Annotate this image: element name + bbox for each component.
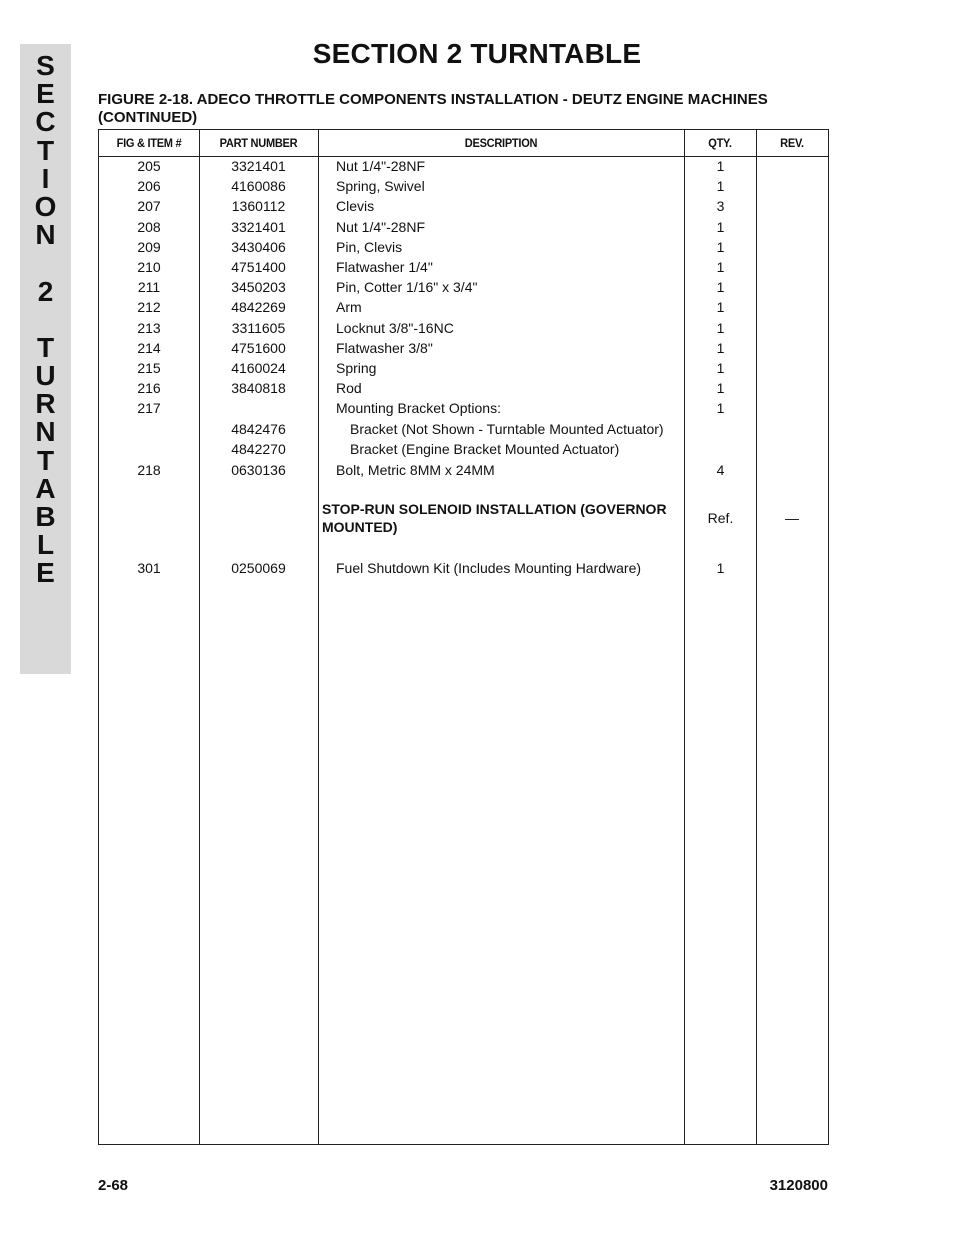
quantity: 3 (716, 198, 725, 215)
section-heading: STOP-RUN SOLENOID INSTALLATION (GOVERNOR MOUNTED) (322, 501, 667, 535)
quantity: 1 (716, 380, 725, 397)
part-number: 4842476 (231, 420, 286, 437)
side-tab-letters (20, 52, 71, 588)
revision: — (785, 510, 799, 526)
description: Spring, Swivel (336, 178, 425, 195)
quantity: 1 (716, 238, 725, 255)
side-tab-letter: B (35, 501, 56, 532)
quantity: 1 (716, 158, 725, 174)
side-tab-letter: S (36, 50, 55, 81)
description: Pin, Clevis (336, 238, 403, 255)
part-number: 3321401 (231, 218, 286, 235)
side-tab-letter: C (35, 106, 56, 138)
part-number: 0630136 (231, 461, 286, 478)
quantity: 1 (716, 218, 725, 235)
item-number: 218 (137, 461, 161, 478)
side-tab-letter: A (35, 472, 56, 504)
quantity: 1 (716, 360, 725, 376)
side-tab-letter: 2 (37, 275, 54, 307)
description: Clevis (336, 198, 375, 215)
item-number: 208 (137, 218, 161, 235)
part-number: 4751400 (231, 259, 286, 275)
description: Nut 1/4"-28NF (336, 218, 426, 235)
quantity: 1 (716, 560, 725, 576)
part-number: 3321401 (231, 158, 286, 174)
description: Flatwasher 1/4" (336, 259, 433, 275)
quantity: 1 (716, 178, 725, 195)
header-fig-item: FIG & ITEM # (116, 136, 182, 150)
quantity: Ref. (707, 510, 734, 526)
item-number: 212 (137, 299, 161, 316)
part-number: 3430406 (231, 238, 286, 255)
side-tab-letter: N (35, 219, 56, 251)
document-number: 3120800 (769, 1177, 828, 1194)
part-number: 4751600 (231, 339, 286, 356)
side-tab-letter: L (36, 529, 55, 561)
side-tab-letter: T (36, 331, 55, 363)
item-number: 216 (137, 380, 161, 397)
item-number: 301 (137, 560, 161, 576)
part-number: 0250069 (231, 560, 286, 576)
column-divider (756, 130, 757, 1144)
item-number: 214 (137, 339, 161, 356)
page-number: 2-68 (98, 1177, 129, 1194)
description: Bracket (Not Shown - Turntable Mounted Actuator) (350, 420, 664, 437)
description: Mounting Bracket Options: (336, 400, 501, 417)
part-number: 3840818 (231, 380, 286, 397)
side-tab-letter: E (36, 557, 55, 589)
quantity: 1 (716, 400, 725, 417)
quantity: 1 (716, 259, 725, 275)
part-number: 3450203 (231, 279, 286, 296)
item-number: 209 (137, 238, 161, 255)
side-tab-letter: O (34, 190, 57, 222)
description: Rod (336, 380, 362, 397)
part-number: 4160086 (231, 178, 286, 195)
item-number: 215 (137, 360, 161, 376)
quantity: 1 (716, 299, 725, 316)
description: Bracket (Engine Bracket Mounted Actuator) (350, 440, 620, 457)
part-number: 4842269 (231, 299, 286, 316)
column-divider (318, 130, 319, 1144)
item-number: 207 (137, 198, 161, 215)
quantity: 1 (716, 339, 725, 356)
description: Arm (336, 299, 362, 316)
description: Locknut 3/8"-16NC (336, 319, 454, 336)
header-part-number: PART NUMBER (219, 136, 298, 150)
side-tab-letter: U (35, 360, 56, 392)
quantity: 1 (716, 279, 725, 296)
quantity: 1 (716, 319, 725, 336)
quantity: 4 (716, 461, 725, 478)
item-number: 217 (137, 400, 161, 417)
side-tab-letter: N (35, 416, 56, 448)
section-heading-row (99, 500, 828, 536)
part-number: 4842270 (231, 440, 286, 457)
side-tab-letter: T (36, 134, 55, 166)
item-number: 206 (137, 178, 161, 195)
parts-table (98, 129, 829, 1145)
description: Pin, Cotter 1/16" x 3/4" (336, 279, 478, 296)
figure-title: FIGURE 2-18. ADECO THROTTLE COMPONENTS INSTALLATION - DEUTZ ENGINE MACHINES (CONTINUED) (98, 91, 768, 126)
description: Flatwasher 3/8" (336, 339, 433, 356)
side-tab-letter: E (36, 78, 55, 110)
part-number: 1360112 (231, 198, 286, 215)
description: Fuel Shutdown Kit (Includes Mounting Hardware) (336, 560, 642, 576)
description: Nut 1/4"-28NF (336, 158, 426, 174)
header-qty: QTY. (708, 136, 732, 150)
part-number: 4160024 (231, 360, 286, 376)
header-rev: REV. (780, 136, 804, 150)
description: Bolt, Metric 8MM x 24MM (336, 461, 495, 478)
side-tab-letter: I (41, 162, 50, 194)
part-number: 3311605 (231, 319, 286, 336)
description: Spring (336, 360, 377, 376)
item-number: 210 (137, 259, 161, 275)
section-side-tab (20, 44, 71, 674)
side-tab-letter: T (36, 444, 55, 476)
item-number: 205 (137, 158, 161, 174)
item-number: 213 (137, 319, 161, 336)
item-number: 211 (137, 279, 161, 296)
header-description: DESCRIPTION (464, 136, 538, 150)
side-tab-letter: R (35, 388, 56, 420)
page-title: SECTION 2 TURNTABLE (312, 38, 642, 69)
